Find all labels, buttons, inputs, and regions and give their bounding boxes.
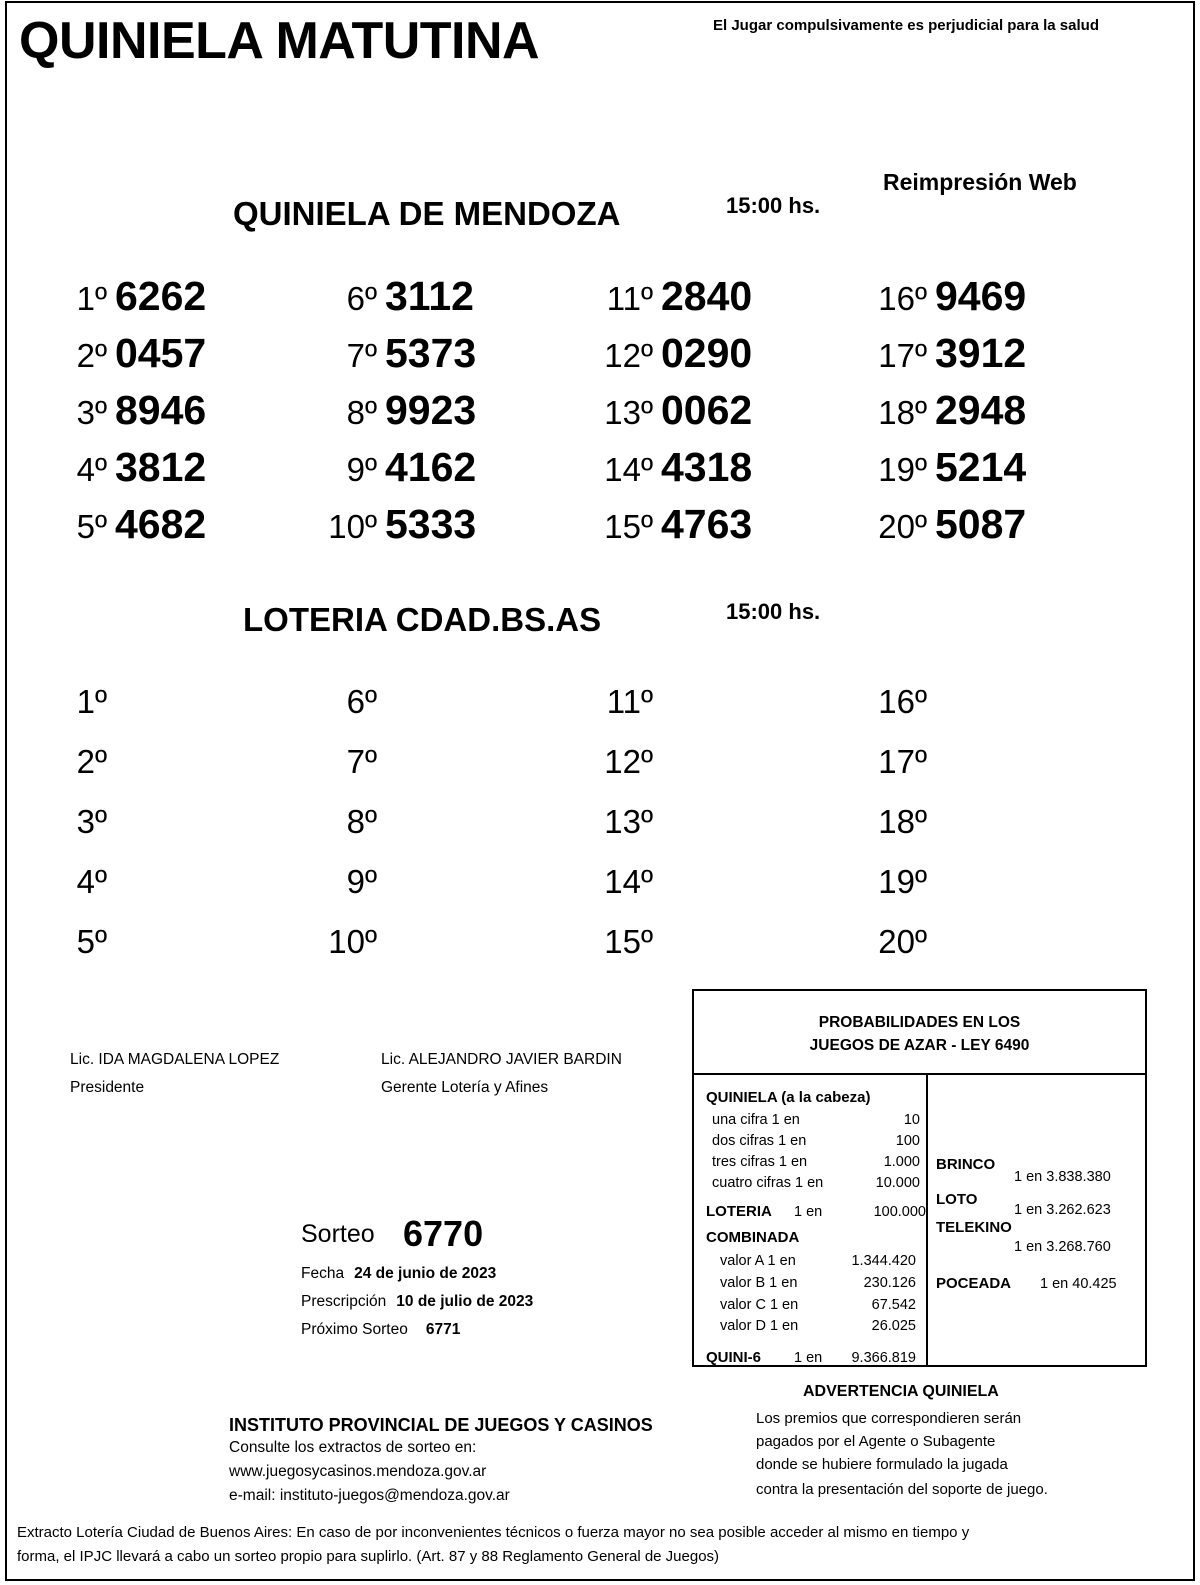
- mendoza-position: 20º: [878, 508, 927, 545]
- mendoza-position: 19º: [878, 451, 927, 488]
- mendoza-result-19: [837, 444, 1087, 491]
- mendoza-number: 0457: [115, 330, 207, 376]
- poceada-prob-value: 1 en 40.425: [1040, 1276, 1117, 1292]
- bsas-position: 14º: [604, 863, 653, 900]
- bsas-position: 20º: [878, 923, 927, 960]
- loteria-prob-value: 100.000: [873, 1204, 926, 1220]
- quiniela-prob-label-1: una cifra 1 en: [712, 1112, 800, 1128]
- footer-line-2: forma, el IPJC llevará a cabo un sorteo propio para suplirlo. (Art. 87 y 88 Reglamento General de Juegos): [17, 1548, 720, 1565]
- mendoza-position: 7º: [346, 337, 377, 374]
- bsas-position: 8º: [346, 803, 377, 840]
- institute-name: INSTITUTO PROVINCIAL DE JUEGOS Y CASINOS: [229, 1415, 653, 1435]
- bsas-position: 15º: [604, 923, 653, 960]
- advertencia-line-2: pagados por el Agente o Subagente: [756, 1433, 996, 1450]
- mendoza-number: 4682: [115, 501, 207, 547]
- telekino-prob-value: 1 en 3.268.760: [1014, 1239, 1111, 1255]
- mendoza-result-3: [17, 387, 267, 434]
- proximo-label: Próximo Sorteo: [301, 1321, 408, 1338]
- probabilities-header: [694, 991, 1145, 1075]
- advertencia-line-3: donde se hubiere formulado la jugada: [756, 1456, 1008, 1473]
- mendoza-number: 2948: [935, 387, 1027, 433]
- bsas-result-18: [837, 803, 1087, 841]
- prescripcion-value: 10 de julio de 2023: [396, 1293, 534, 1310]
- footer-line-1: Extracto Lotería Ciudad de Buenos Aires: En caso de por inconvenientes técnicos o fuerza mayor no sea posible acceder al mismo en tiempo y: [17, 1524, 970, 1541]
- mendoza-result-17: [837, 330, 1087, 377]
- mendoza-result-11: [563, 273, 813, 320]
- quini6-prob-value: 9.366.819: [851, 1350, 916, 1366]
- quiniela-prob-value-2: 100: [895, 1133, 920, 1149]
- mendoza-result-12: [563, 330, 813, 377]
- mendoza-position: 12º: [604, 337, 653, 374]
- brinco-prob-value: 1 en 3.838.380: [1014, 1169, 1111, 1185]
- signature-left: [70, 1046, 279, 1102]
- probabilities-box: [692, 989, 1147, 1367]
- quiniela-prob-label-3: tres cifras 1 en: [712, 1154, 808, 1170]
- mendoza-position: 9º: [346, 451, 377, 488]
- bsas-result-1: [17, 683, 267, 721]
- mendoza-number: 5333: [385, 501, 477, 547]
- mendoza-number: 3912: [935, 330, 1027, 376]
- bsas-position: 1º: [76, 683, 107, 720]
- mendoza-number: 4318: [661, 444, 753, 490]
- loto-prob-value: 1 en 3.262.623: [1014, 1202, 1111, 1218]
- bsas-position: 7º: [346, 743, 377, 780]
- prescripcion-label: Prescripción: [301, 1293, 387, 1310]
- bsas-result-3: [17, 803, 267, 841]
- mendoza-position: 14º: [604, 451, 653, 488]
- mendoza-position: 17º: [878, 337, 927, 374]
- bsas-draw-time: 15:00 hs.: [726, 599, 821, 624]
- signature-left-role: Presidente: [70, 1079, 145, 1096]
- mendoza-number: 0062: [661, 387, 753, 433]
- mendoza-number: 9469: [935, 273, 1027, 319]
- signature-left-name: Lic. IDA MAGDALENA LOPEZ: [70, 1051, 280, 1068]
- mendoza-position: 15º: [604, 508, 653, 545]
- mendoza-section-title: QUINIELA DE MENDOZA: [233, 195, 621, 232]
- probabilities-title-2: JUEGOS DE AZAR - LEY 6490: [809, 1037, 1030, 1054]
- bsas-position: 16º: [878, 683, 927, 720]
- mendoza-position: 11º: [606, 280, 653, 317]
- bsas-position: 3º: [76, 803, 107, 840]
- loto-prob-label: LOTO: [936, 1191, 978, 1208]
- signature-right: [381, 1046, 622, 1102]
- sorteo-number: 6770: [403, 1213, 484, 1254]
- advertencia-title: ADVERTENCIA QUINIELA: [803, 1383, 999, 1400]
- bsas-position: 18º: [878, 803, 927, 840]
- bsas-position: 11º: [606, 683, 653, 720]
- bsas-result-6: [287, 683, 537, 721]
- mendoza-number: 5087: [935, 501, 1027, 547]
- results-sheet: [5, 1, 1195, 1581]
- fecha-row: [301, 1265, 496, 1283]
- loteria-prob-label: LOTERIA: [706, 1203, 772, 1220]
- bsas-result-9: [287, 863, 537, 901]
- reprint-label: Reimpresión Web: [883, 169, 1077, 195]
- bsas-position: 13º: [604, 803, 653, 840]
- mendoza-result-13: [563, 387, 813, 434]
- probabilities-divider: [926, 1075, 928, 1367]
- bsas-section-title: LOTERIA CDAD.BS.AS: [243, 601, 602, 638]
- mendoza-result-8: [287, 387, 537, 434]
- mendoza-position: 8º: [346, 394, 377, 431]
- telekino-prob-label: TELEKINO: [936, 1219, 1012, 1236]
- bsas-result-8: [287, 803, 537, 841]
- loteria-prob-en: 1 en: [794, 1204, 823, 1220]
- bsas-result-7: [287, 743, 537, 781]
- signature-right-role: Gerente Lotería y Afines: [381, 1079, 549, 1096]
- institute-email[interactable]: e-mail: instituto-juegos@mendoza.gov.ar: [229, 1487, 510, 1504]
- combinada-prob-label-3: valor C 1 en: [720, 1297, 799, 1313]
- mendoza-number: 9923: [385, 387, 477, 433]
- combinada-prob-label-2: valor B 1 en: [720, 1275, 798, 1291]
- bsas-result-19: [837, 863, 1087, 901]
- quini6-prob-label: QUINI-6: [706, 1349, 762, 1366]
- bsas-position: 4º: [76, 863, 107, 900]
- bsas-result-17: [837, 743, 1087, 781]
- combinada-prob-value-3: 67.542: [871, 1297, 916, 1313]
- mendoza-result-5: [17, 501, 267, 548]
- bsas-result-10: [287, 923, 537, 961]
- mendoza-number: 3812: [115, 444, 207, 490]
- mendoza-result-9: [287, 444, 537, 491]
- mendoza-number: 2840: [661, 273, 753, 319]
- mendoza-number: 6262: [115, 273, 207, 319]
- mendoza-number: 8946: [115, 387, 207, 433]
- mendoza-result-6: [287, 273, 537, 320]
- brinco-prob-label: BRINCO: [936, 1156, 996, 1173]
- bsas-result-5: [17, 923, 267, 961]
- mendoza-position: 13º: [604, 394, 653, 431]
- institute-website[interactable]: www.juegosycasinos.mendoza.gov.ar: [229, 1463, 487, 1480]
- mendoza-result-14: [563, 444, 813, 491]
- bsas-result-2: [17, 743, 267, 781]
- bsas-result-11: [563, 683, 813, 721]
- bsas-result-13: [563, 803, 813, 841]
- mendoza-number: 5373: [385, 330, 477, 376]
- mendoza-result-7: [287, 330, 537, 377]
- combinada-prob-value-4: 26.025: [871, 1318, 916, 1334]
- mendoza-result-20: [837, 501, 1087, 548]
- bsas-result-20: [837, 923, 1087, 961]
- mendoza-number: 5214: [935, 444, 1027, 490]
- mendoza-number: 3112: [385, 273, 474, 319]
- poceada-prob-label: POCEADA: [936, 1275, 1012, 1292]
- page-title: QUINIELA MATUTINA: [19, 12, 540, 70]
- probabilities-title-1: PROBABILIDADES EN LOS: [818, 1014, 1021, 1031]
- mendoza-result-16: [837, 273, 1087, 320]
- bsas-position: 12º: [604, 743, 653, 780]
- mendoza-result-15: [563, 501, 813, 548]
- quini6-prob-en: 1 en: [794, 1350, 823, 1366]
- mendoza-draw-time: 15:00 hs.: [726, 193, 821, 218]
- combinada-prob-value-2: 230.126: [863, 1275, 916, 1291]
- mendoza-position: 10º: [328, 508, 377, 545]
- bsas-position: 9º: [346, 863, 377, 900]
- quiniela-prob-label-4: cuatro cifras 1 en: [712, 1175, 824, 1191]
- mendoza-position: 3º: [76, 394, 107, 431]
- combinada-prob-label-1: valor A 1 en: [720, 1253, 796, 1269]
- bsas-position: 6º: [346, 683, 377, 720]
- mendoza-result-2: [17, 330, 267, 377]
- bsas-position: 5º: [76, 923, 107, 960]
- proximo-value: 6771: [425, 1321, 461, 1338]
- bsas-result-16: [837, 683, 1087, 721]
- advertencia-line-4: contra la presentación del soporte de juego.: [756, 1481, 1048, 1498]
- fecha-label: Fecha: [301, 1265, 345, 1282]
- sorteo-label: Sorteo: [301, 1220, 375, 1248]
- mendoza-position: 18º: [878, 394, 927, 431]
- bsas-position: 2º: [76, 743, 107, 780]
- bsas-position: 10º: [328, 923, 377, 960]
- health-warning: El Jugar compulsivamente es perjudicial para la salud: [713, 17, 1099, 34]
- mendoza-result-1: [17, 273, 267, 320]
- fecha-value: 24 de junio de 2023: [354, 1265, 497, 1282]
- mendoza-position: 6º: [346, 280, 377, 317]
- combinada-prob-label-4: valor D 1 en: [720, 1318, 799, 1334]
- proximo-row: [301, 1321, 460, 1339]
- mendoza-number: 4162: [385, 444, 477, 490]
- mendoza-position: 2º: [76, 337, 107, 374]
- quiniela-prob-value-1: 10: [903, 1112, 920, 1128]
- advertencia-line-1: Los premios que correspondieren serán: [756, 1410, 1022, 1427]
- mendoza-result-4: [17, 444, 267, 491]
- bsas-position: 17º: [878, 743, 927, 780]
- bsas-result-14: [563, 863, 813, 901]
- institute-consult: Consulte los extractos de sorteo en:: [229, 1439, 477, 1456]
- mendoza-position: 16º: [878, 280, 927, 317]
- quiniela-prob-value-4: 10.000: [875, 1175, 920, 1191]
- bsas-position: 19º: [878, 863, 927, 900]
- bsas-result-12: [563, 743, 813, 781]
- prescripcion-row: [301, 1293, 533, 1311]
- mendoza-position: 5º: [76, 508, 107, 545]
- quiniela-prob-label-2: dos cifras 1 en: [712, 1133, 807, 1149]
- signature-right-name: Lic. ALEJANDRO JAVIER BARDIN: [381, 1051, 622, 1068]
- quiniela-prob-title: QUINIELA (a la cabeza): [706, 1089, 871, 1106]
- mendoza-result-10: [287, 501, 537, 548]
- mendoza-number: 4763: [661, 501, 753, 547]
- bsas-result-4: [17, 863, 267, 901]
- combinada-prob-value-1: 1.344.420: [851, 1253, 916, 1269]
- mendoza-position: 4º: [76, 451, 107, 488]
- quiniela-prob-value-3: 1.000: [883, 1154, 920, 1170]
- mendoza-position: 1º: [76, 280, 107, 317]
- mendoza-number: 0290: [661, 330, 753, 376]
- mendoza-result-18: [837, 387, 1087, 434]
- bsas-result-15: [563, 923, 813, 961]
- combinada-prob-title: COMBINADA: [706, 1229, 800, 1246]
